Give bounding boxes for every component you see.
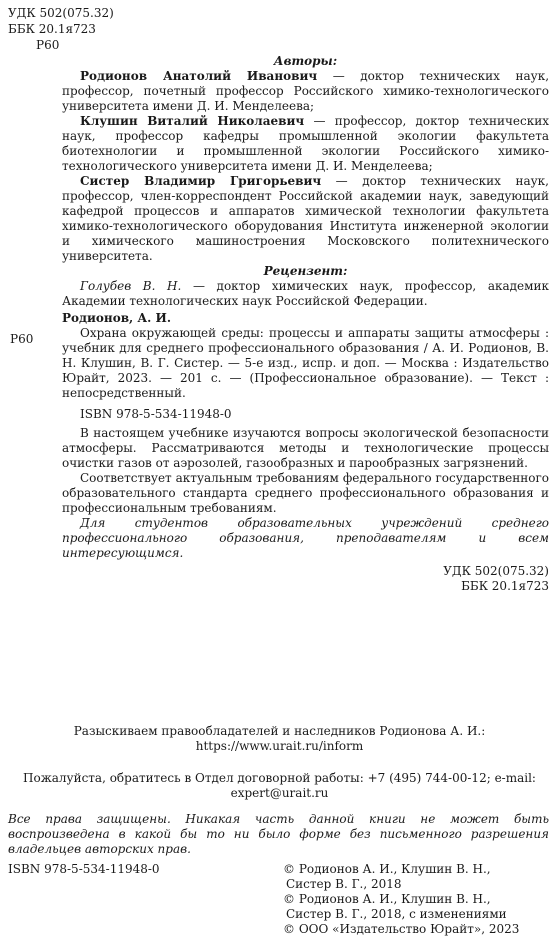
author-3-desc: — доктор технических наук, профессор, член-корреспондент Российской академии наук, заведующий кафедрой процессов и аппаратов химической технологии факультета химико-технологического оборудования Института инженерной экологии и химического машиностроения Московского политехнического университета. bbox=[62, 174, 549, 263]
reviewer bbox=[62, 279, 549, 309]
annotation-p1: В настоящем учебнике изучаются вопросы экологической безопасности атмосферы. Рассматриваются методы и технологические процессы очистки газов от аэрозолей, газообразных и парообразных загрязнений. bbox=[62, 426, 549, 470]
notice-line-3: Пожалуйста, обратитесь в Отдел договорной работы: +7 (495) 744-00-12; e-mail: bbox=[23, 771, 536, 785]
footer-isbn: ISBN 978-5-534-11948-0 bbox=[8, 862, 160, 876]
author-3-name: Систер Владимир Григорьевич bbox=[80, 174, 322, 188]
reviewer-desc: — доктор химических наук, профессор, академик Академии технологических наук Российской Федерации. bbox=[62, 279, 549, 308]
classification-codes bbox=[8, 6, 114, 54]
catalog-author-mark: Р60 bbox=[10, 332, 34, 346]
author-2-name: Клушин Виталий Николаевич bbox=[80, 114, 305, 128]
copyright-line: © Родионов А. И., Клушин В. Н., bbox=[283, 862, 491, 876]
author-mark: Р60 bbox=[36, 38, 60, 52]
catalog-isbn: ISBN 978-5-534-11948-0 bbox=[80, 407, 232, 421]
author-1-name: Родионов Анатолий Иванович bbox=[80, 69, 318, 83]
authors-section bbox=[62, 54, 549, 309]
bbk-code: ББК 20.1я723 bbox=[8, 22, 96, 36]
reviewer-name: Голубев В. Н. bbox=[80, 279, 182, 293]
catalog-description: Охрана окружающей среды: процессы и аппараты защиты атмосферы : учебник для среднего профессионального образования / А. И. Родионов, В. Н. Клушин, В. Г. Систер. — 5-е изд., испр. и доп. — Москва : Издательство Юрайт, 2023. — 201 с. — (Профессиональное образование). — Текст : непосредственный. bbox=[62, 326, 549, 400]
author-2-desc: — профессор, доктор технических наук, профессор кафедры промышленной экологии факультета биотехнологии и промышленной экологии Российского химико-технологического университета имени Д. И. Менделеева; bbox=[62, 114, 549, 173]
author-3 bbox=[62, 174, 549, 264]
udk-code-bottom: УДК 502(075.32) bbox=[443, 564, 549, 578]
copyright-line: Систер В. Г., 2018 bbox=[286, 877, 402, 891]
rights-holder-notice bbox=[0, 724, 559, 801]
catalog-entry bbox=[62, 311, 549, 422]
bbk-code-bottom: ББК 20.1я723 bbox=[461, 579, 549, 593]
catalog-author: Родионов, А. И. bbox=[62, 311, 172, 325]
annotation bbox=[62, 426, 549, 594]
annotation-p2: Соответствует актуальным требованиям федерального государственного образовательного стандарта среднего профессионального образования и профессиональным требованиям. bbox=[62, 471, 549, 515]
copyright-line: Систер В. Г., 2018, с изменениями bbox=[286, 907, 507, 921]
notice-line-1: Разыскиваем правообладателей и наследников Родионова А. И.: bbox=[73, 724, 486, 738]
copyright-line: © Родионов А. И., Клушин В. Н., bbox=[283, 892, 491, 906]
annotation-p3: Для студентов образовательных учреждений среднего профессионального образования, преподавателям и всем интересующимся. bbox=[62, 516, 549, 560]
reviewer-heading: Рецензент: bbox=[263, 264, 348, 278]
notice-url[interactable]: https://www.urait.ru/inform bbox=[195, 739, 364, 753]
udk-code: УДК 502(075.32) bbox=[8, 6, 114, 20]
author-1-desc: — доктор технических наук, профессор, почетный профессор Российского химико-технологического университета имени Д. И. Менделеева; bbox=[62, 69, 550, 113]
rights-notice: Все права защищены. Никакая часть данной книги не может быть воспроизведена в какой бы то ни было форме без письменного разрешения владельцев авторских прав. bbox=[8, 812, 549, 856]
authors-heading: Авторы: bbox=[273, 54, 338, 68]
copyright-block bbox=[283, 862, 553, 937]
notice-email[interactable]: expert@urait.ru bbox=[230, 786, 329, 800]
copyright-line: © ООО «Издательство Юрайт», 2023 bbox=[283, 922, 520, 936]
author-1 bbox=[62, 69, 549, 114]
author-2 bbox=[62, 114, 549, 174]
